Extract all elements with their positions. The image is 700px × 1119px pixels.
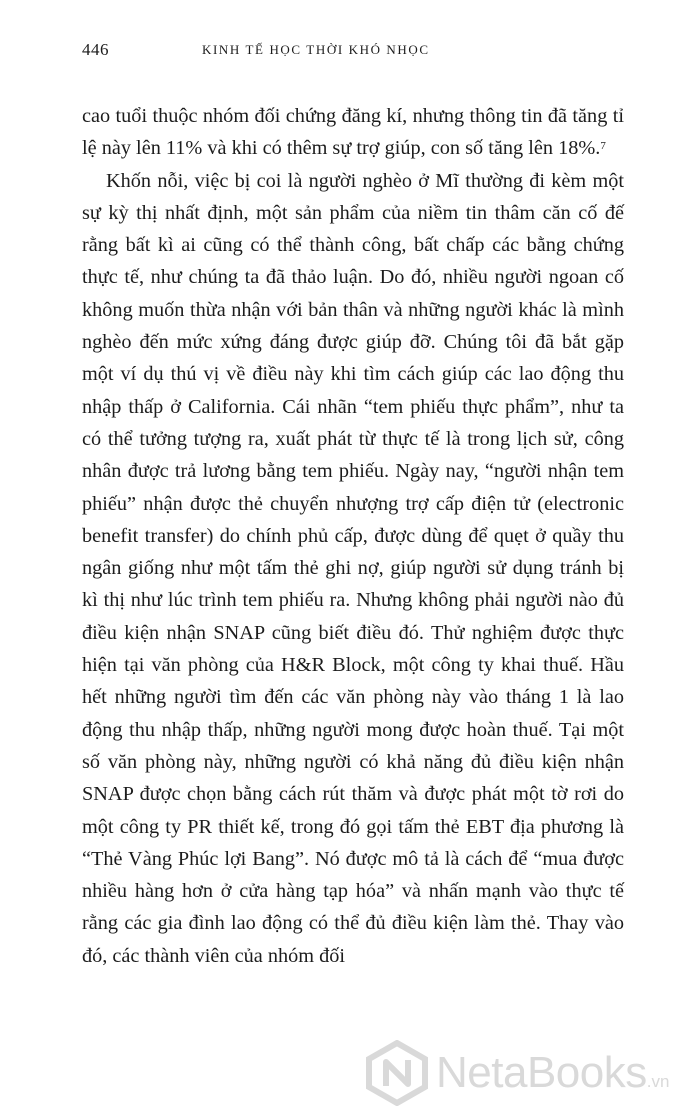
footnote-ref: 7 xyxy=(600,140,606,153)
paragraph-1 xyxy=(82,100,624,165)
netabooks-logo-icon xyxy=(364,1040,430,1106)
paragraph-1-text: cao tuổi thuộc nhóm đối chứng đăng kí, nhưng thông tin đã tăng tỉ lệ này lên 11% và khi có thêm sự trợ giúp, con số tăng lên 18%. xyxy=(82,105,624,160)
watermark-text xyxy=(436,1048,669,1098)
book-title: KINH TẾ HỌC THỜI KHÓ NHỌC xyxy=(202,42,430,57)
running-header xyxy=(82,40,622,70)
watermark-tld: .vn xyxy=(646,1072,670,1091)
watermark xyxy=(364,1040,694,1110)
watermark-brand: NetaBooks xyxy=(436,1048,647,1097)
body-text xyxy=(82,100,624,972)
paragraph-2: Khốn nỗi, việc bị coi là người nghèo ở Mĩ thường đi kèm một sự kỳ thị nhất định, một sản phẩm của niềm tin thâm căn cố đế rằng bất kì ai cũng có thể thành công, bất chấp các bằng chứng thực tế, như chúng ta đã thảo luận. Do đó, nhiều người ngoan cố không muốn thừa nhận với bản thân và những người khác là mình nghèo đến mức xứng đáng được giúp đỡ. Chúng tôi đã bắt gặp một ví dụ thú vị về điều này khi tìm cách giúp các lao động thu nhập thấp ở California. Cái nhãn “tem phiếu thực phẩm”, như ta có thể tưởng tượng ra, xuất phát từ thực tế là trong lịch sử, công nhân được trả lương bằng tem phiếu. Ngày nay, “người nhận tem phiếu” nhận được thẻ chuyển nhượng trợ cấp điện tử (electronic benefit transfer) do chính phủ cấp, được dùng để quẹt ở quầy thu ngân giống như một tấm thẻ ghi nợ, giúp người sử dụng tránh bị kì thị như lúc trình tem phiếu ra. Nhưng không phải người nào đủ điều kiện nhận SNAP cũng biết điều đó. Thử nghiệm được thực hiện tại văn phòng của H&R Block, một công ty khai thuế. Hầu hết những người tìm đến các văn phòng này vào tháng 1 là lao động thu nhập thấp, những người mong được hoàn thuế. Tại một số văn phòng này, những người có khả năng đủ điều kiện nhận SNAP được chọn bằng cách rút thăm và được phát một tờ rơi do một công ty PR thiết kế, trong đó gọi tấm thẻ EBT địa phương là “Thẻ Vàng Phúc lợi Bang”. Nó được mô tả là cách để “mua được nhiều hàng hơn ở cửa hàng tạp hóa” và nhấn mạnh vào thực tế rằng các gia đình lao động có thể đủ điều kiện làm thẻ. Thay vào đó, các thành viên của nhóm đối xyxy=(82,169,624,967)
page-number: 446 xyxy=(82,40,109,59)
